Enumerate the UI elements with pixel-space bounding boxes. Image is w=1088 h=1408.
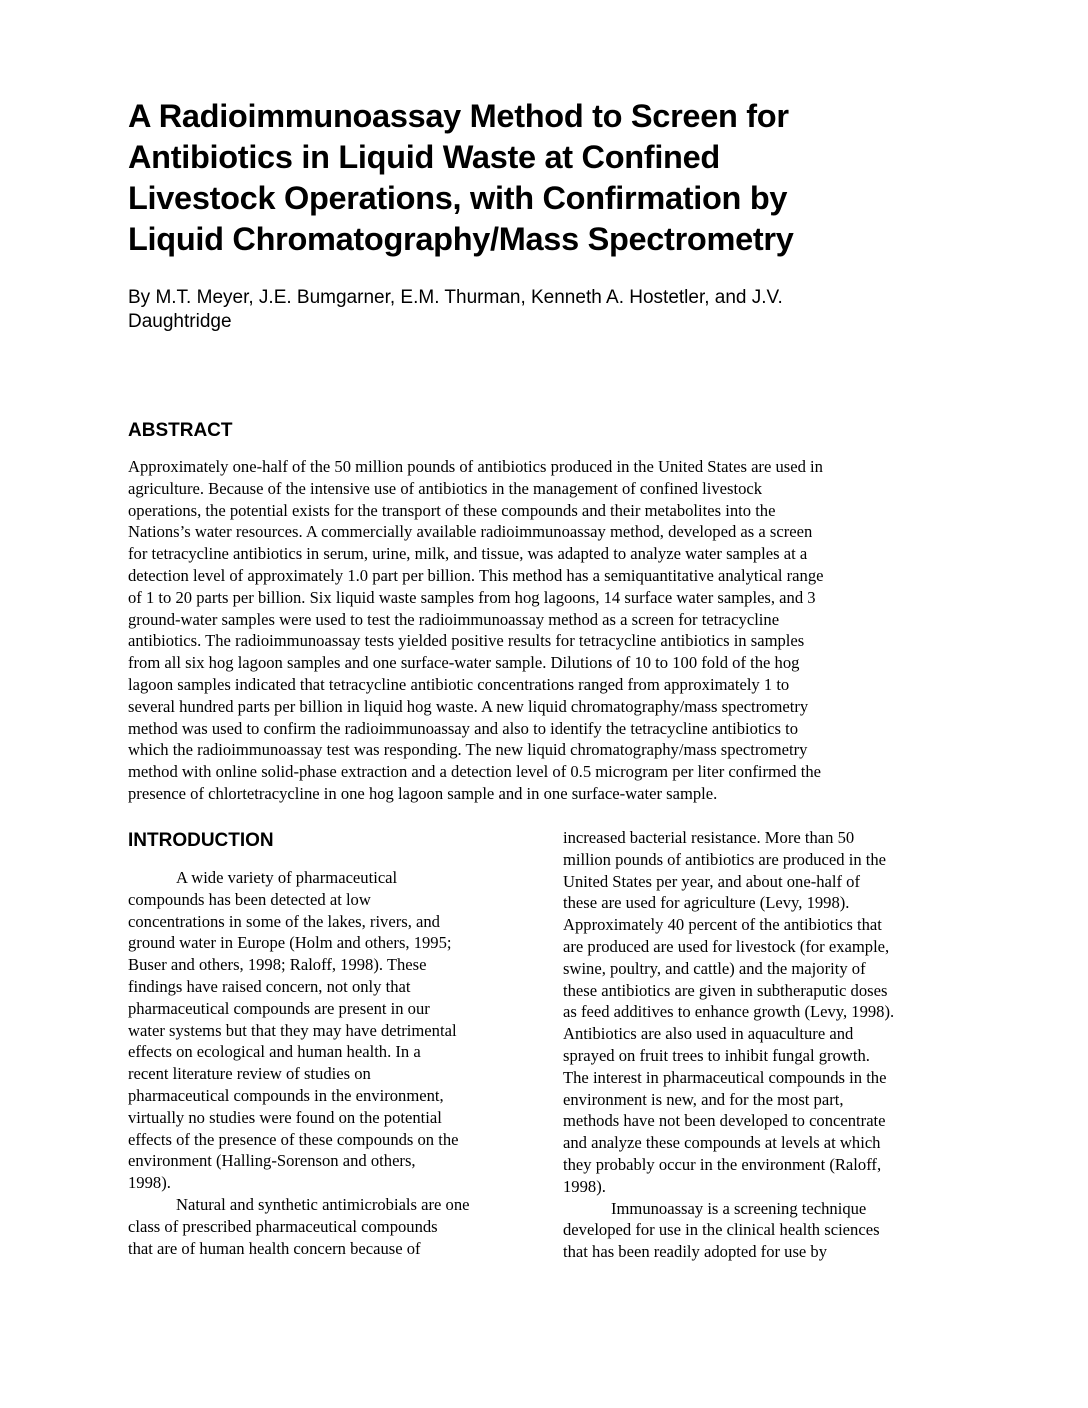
abstract-line: method with online solid-phase extraction and a detection level of 0.5 microgram per liter confirmed the [128, 762, 822, 782]
paragraph-line: The interest in pharmaceutical compounds in the [563, 1067, 887, 1087]
abstract-line: detection level of approximately 1.0 part per billion. This method has a semiquantitative analytical range [128, 565, 824, 585]
paragraph-line: Approximately 40 percent of the antibiotics that [563, 915, 882, 935]
paragraph-line: million pounds of antibiotics are produced in the [563, 849, 887, 869]
abstract-line: lagoon samples indicated that tetracycline antibiotic concentrations ranged from approximately 1 to [128, 674, 790, 694]
paragraph-line: environment is new, and for the most part, [563, 1089, 844, 1109]
paragraph-line: 1998). [128, 1173, 171, 1193]
abstract-body [128, 456, 968, 805]
introduction-left-column [128, 867, 548, 1259]
author-line: By M.T. Meyer, J.E. Bumgarner, E.M. Thurman, Kenneth A. Hostetler, and J.V. [128, 287, 783, 308]
paragraph-line: and analyze these compounds at levels at which [563, 1133, 881, 1153]
introduction-right-column [563, 827, 983, 1263]
author-list [128, 286, 948, 334]
paragraph-line: pharmaceutical compounds in the environment, [128, 1085, 444, 1105]
abstract-line: method was used to confirm the radioimmunoassay and also to identify the tetracycline antibiotics to [128, 718, 799, 738]
paragraph-line: developed for use in the clinical health sciences [563, 1220, 880, 1240]
paragraph-line: Immunoassay is a screening technique [611, 1198, 867, 1218]
paragraph-line: methods have not been developed to concentrate [563, 1111, 886, 1131]
paragraph-line: as feed additives to enhance growth (Levy, 1998). [563, 1002, 895, 1022]
paper-title [128, 96, 928, 260]
paragraph-line: environment (Halling-Sorenson and others, [128, 1151, 416, 1171]
author-line: Daughtridge [128, 311, 232, 332]
abstract-line: presence of chlortetracycline in one hog lagoon sample and in one surface-water sample. [128, 783, 718, 803]
paragraph-line: Antibiotics are also used in aquaculture and [563, 1024, 854, 1044]
paragraph-line: increased bacterial resistance. More than 50 [563, 828, 855, 847]
paragraph-line: effects on ecological and human health. In a [128, 1042, 421, 1062]
paragraph-line: pharmaceutical compounds are present in our [128, 998, 430, 1018]
abstract-line: for tetracycline antibiotics in serum, urine, milk, and tissue, was adapted to analyze water samples at a [128, 544, 808, 564]
paragraph-line: that has been readily adopted for use by [563, 1242, 828, 1262]
paragraph-line: virtually no studies were found on the potential [128, 1107, 442, 1127]
introduction-heading: INTRODUCTION [128, 830, 274, 851]
abstract-line: agriculture. Because of the intensive use of antibiotics in the management of confined livestock [128, 478, 763, 498]
paragraph-line: concentrations in some of the lakes, rivers, and [128, 911, 440, 931]
paragraph-line: recent literature review of studies on [128, 1064, 371, 1084]
paragraph-line: 1998). [563, 1176, 606, 1196]
abstract-line: of 1 to 20 parts per billion. Six liquid waste samples from hog lagoons, 14 surface water samples, and 3 [128, 587, 816, 607]
paragraph-line: compounds has been detected at low [128, 889, 371, 909]
abstract-line: several hundred parts per billion in liquid hog waste. A new liquid chromatography/mass spectrometry [128, 696, 809, 716]
abstract-line: antibiotics. The radioimmunoassay tests yielded positive results for tetracycline antibiotics in samples [128, 631, 805, 651]
title-line: Liquid Chromatography/Mass Spectrometry [128, 221, 794, 257]
paragraph-line: ground water in Europe (Holm and others, 1995; [128, 933, 452, 953]
paragraph-line: swine, poultry, and cattle) and the majority of [563, 958, 866, 978]
abstract-line: which the radioimmunoassay test was responding. The new liquid chromatography/mass spectrometry [128, 740, 808, 760]
paragraph-line: are produced are used for livestock (for example, [563, 936, 890, 956]
paragraph-line: United States per year, and about one-half of [563, 871, 860, 891]
paragraph-line: A wide variety of pharmaceutical [176, 868, 398, 887]
paragraph-line: sprayed on fruit trees to inhibit fungal growth. [563, 1045, 870, 1065]
title-line: A Radioimmunoassay Method to Screen for [128, 98, 789, 134]
paragraph-line: that are of human health concern because of [128, 1238, 421, 1258]
paragraph-line: these antibiotics are given in subtheraputic doses [563, 980, 888, 1000]
title-line: Antibiotics in Liquid Waste at Confined [128, 139, 720, 175]
paragraph-line: class of prescribed pharmaceutical compounds [128, 1216, 438, 1236]
paragraph-line: Buser and others, 1998; Raloff, 1998). These [128, 955, 427, 975]
abstract-heading: ABSTRACT [128, 420, 233, 441]
paragraph-line: water systems but that they may have detrimental [128, 1020, 457, 1040]
title-line: Livestock Operations, with Confirmation by [128, 180, 788, 216]
paragraph-line: these are used for agriculture (Levy, 1998). [563, 893, 850, 913]
abstract-line: Approximately one-half of the 50 million pounds of antibiotics produced in the United States are used in [128, 457, 823, 476]
abstract-line: Nations’s water resources. A commercially available radioimmunoassay method, developed as a screen [128, 522, 813, 542]
abstract-line: ground-water samples were used to test the radioimmunoassay method as a screen for tetracycline [128, 609, 780, 629]
paragraph-line: findings have raised concern, not only that [128, 976, 411, 996]
paragraph-line: effects of the presence of these compounds on the [128, 1129, 459, 1149]
abstract-line: from all six hog lagoon samples and one surface-water sample. Dilutions of 10 to 100 fold of the hog [128, 653, 800, 673]
abstract-line: operations, the potential exists for the transport of these compounds and their metabolites into the [128, 500, 776, 520]
paragraph-line: they probably occur in the environment (Raloff, [563, 1154, 882, 1174]
paragraph-line: Natural and synthetic antimicrobials are one [176, 1194, 470, 1214]
